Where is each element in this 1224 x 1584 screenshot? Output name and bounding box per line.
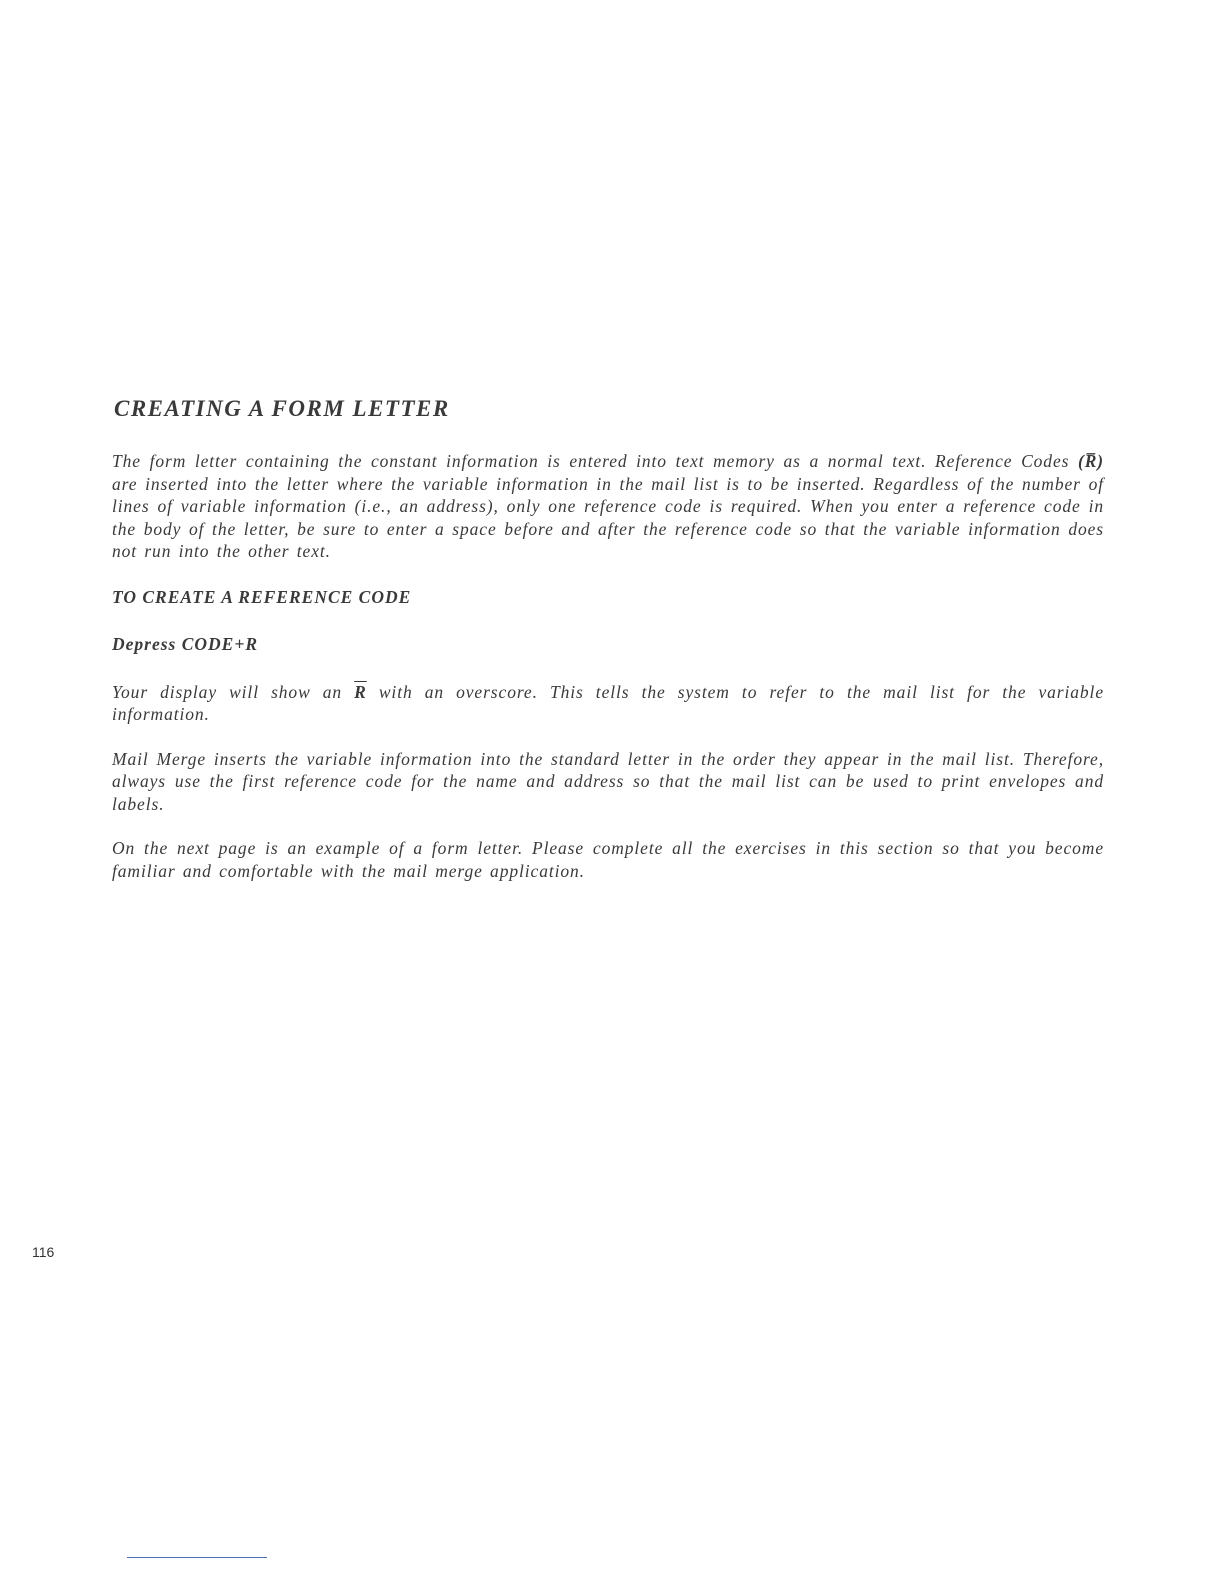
merge-note-paragraph: Mail Merge inserts the variable information into the standard letter in the order they appear in the mail list. Therefore, always use the first reference code for the name and address so that the mail list can be used to print envelopes and labels.: [112, 748, 1104, 814]
footer-rule: [127, 1557, 267, 1558]
page-content: [112, 396, 1104, 882]
overscore-r-symbol: $\overline{R}$: [354, 681, 367, 702]
instruction-line: Depress CODE+R: [112, 633, 258, 654]
display-note-end: with an overscore. This tells the system to refer to the mail list for the variable information.: [112, 681, 1104, 724]
reference-code-symbol: (R̅): [1077, 451, 1104, 471]
closing-paragraph: On the next page is an example of a form letter. Please complete all the exercises in this section so that you become familiar and comfortable with the mail merge application.: [112, 838, 1104, 881]
section-heading: CREATING A FORM LETTER: [114, 396, 450, 421]
subsection-heading: TO CREATE A REFERENCE CODE: [112, 586, 412, 607]
intro-text-end: are inserted into the letter where the variable information in the mail list is to be inserted. Regardless of the number of lines of variable information (i.e., an address), only one reference code is required. When you enter a reference code in the body of the letter, be sure to enter a space before and after the reference code so that the variable information does not run into the other text.: [112, 473, 1104, 561]
display-note-start: Your display will show an: [112, 681, 355, 702]
intro-paragraph: [112, 450, 1104, 563]
page-number: 116: [32, 1244, 55, 1260]
display-note-paragraph: [112, 681, 1104, 726]
intro-text-start: The form letter containing the constant information is entered into text memory as a normal text. Reference Codes: [112, 451, 1078, 471]
